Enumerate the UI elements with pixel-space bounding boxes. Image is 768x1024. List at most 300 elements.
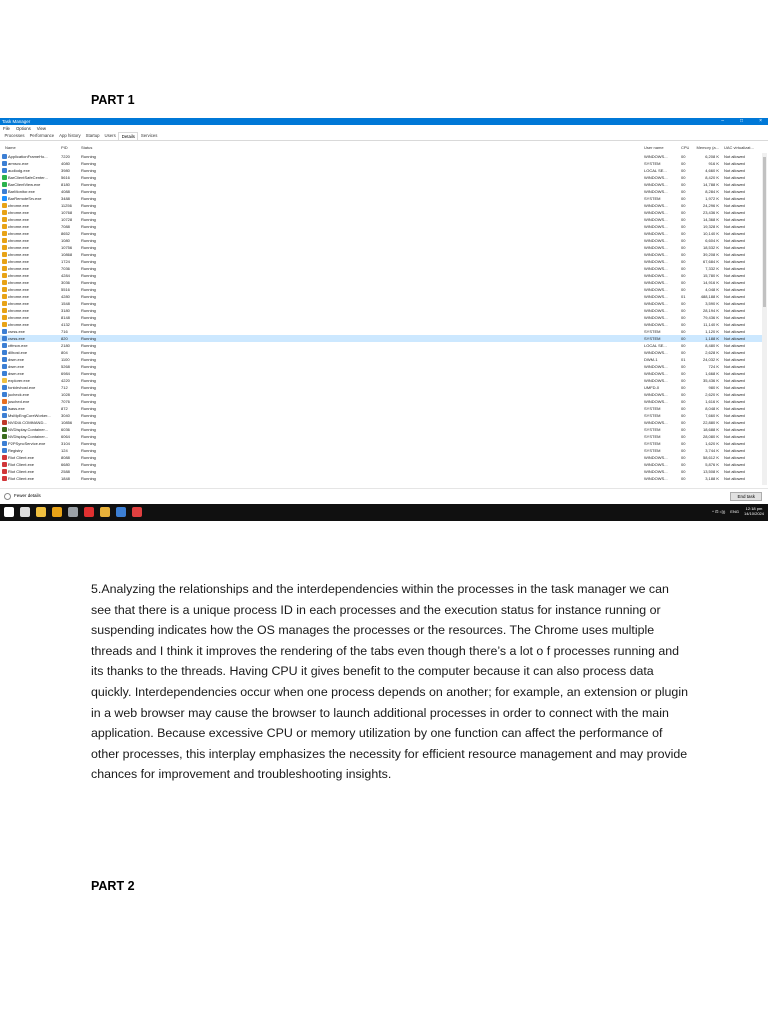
process-memory: 14,788 K: [702, 182, 719, 187]
process-memory: 7,660 K: [705, 413, 719, 418]
column-memory[interactable]: Memory (a...: [696, 145, 719, 150]
process-status: Running: [81, 413, 96, 418]
table-row[interactable]: [0, 230, 762, 237]
process-status: Running: [81, 154, 96, 159]
process-uac: Not allowed: [724, 357, 745, 362]
process-pid: 5268: [61, 364, 70, 369]
process-uac: Not allowed: [724, 224, 745, 229]
process-user: WINDOWS...: [644, 259, 668, 264]
process-name: chrome.exe: [8, 224, 29, 229]
process-uac: Not allowed: [724, 427, 745, 432]
process-pid: 712: [61, 385, 68, 390]
process-user: WINDOWS...: [644, 175, 668, 180]
table-row[interactable]: [0, 244, 762, 251]
table-row[interactable]: [0, 265, 762, 272]
process-user: SYSTEM: [644, 427, 661, 432]
process-name: BarMonitor.exe: [8, 189, 35, 194]
process-pid: 6064: [61, 434, 70, 439]
process-memory: 22,880 K: [702, 420, 719, 425]
process-name: P2PSyncService.exe: [8, 441, 46, 446]
column-cpu[interactable]: CPU: [681, 145, 689, 150]
process-name: lsass.exe: [8, 406, 25, 411]
table-row[interactable]: [0, 377, 762, 384]
process-uac: Not allowed: [724, 378, 745, 383]
column-user-name[interactable]: User name: [644, 145, 664, 150]
process-status: Running: [81, 301, 96, 306]
process-icon: [2, 336, 7, 341]
process-status: Running: [81, 427, 96, 432]
process-icon: [2, 420, 7, 425]
process-uac: Not allowed: [724, 210, 745, 215]
tab-bar: [0, 132, 768, 141]
process-name: dwm.exe: [8, 357, 25, 362]
process-uac: Not allowed: [724, 476, 745, 481]
table-row[interactable]: [0, 419, 762, 426]
media-icon[interactable]: [132, 507, 142, 517]
process-memory: 8,420 K: [705, 175, 719, 180]
process-status: Running: [81, 210, 96, 215]
table-row[interactable]: [0, 370, 762, 377]
process-memory: 28,080 K: [702, 434, 719, 439]
table-row[interactable]: [0, 384, 762, 391]
process-pid: 6036: [61, 427, 70, 432]
clock[interactable]: [744, 506, 764, 516]
process-cpu: 00: [681, 455, 686, 460]
start-icon[interactable]: [4, 507, 14, 517]
process-memory: 28,194 K: [702, 308, 719, 313]
process-memory: 8,048 K: [705, 406, 719, 411]
process-user: WINDOWS...: [644, 301, 668, 306]
process-user: SYSTEM: [644, 441, 661, 446]
process-uac: Not allowed: [724, 231, 745, 236]
process-pid: 7076: [61, 399, 70, 404]
process-memory: 3,590 K: [705, 301, 719, 306]
process-uac: Not allowed: [724, 245, 745, 250]
game-icon[interactable]: [100, 507, 110, 517]
process-pid: 1100: [61, 357, 70, 362]
table-row[interactable]: [0, 258, 762, 265]
process-name: Riot Client.exe: [8, 455, 35, 460]
table-row[interactable]: [0, 237, 762, 244]
table-row[interactable]: [0, 335, 762, 342]
process-uac: Not allowed: [724, 301, 745, 306]
table-row[interactable]: [0, 363, 762, 370]
app-icon[interactable]: [68, 507, 78, 517]
process-user: WINDOWS...: [644, 238, 668, 243]
process-cpu: 00: [681, 448, 686, 453]
table-row[interactable]: [0, 433, 762, 440]
process-pid: 4284: [61, 273, 70, 278]
process-status: Running: [81, 203, 96, 208]
process-cpu: 00: [681, 252, 686, 257]
process-icon: [2, 476, 7, 481]
table-row[interactable]: [0, 167, 762, 174]
process-icon: [2, 210, 7, 215]
process-uac: Not allowed: [724, 154, 745, 159]
process-uac: Not allowed: [724, 462, 745, 467]
process-user: WINDOWS...: [644, 252, 668, 257]
windows-taskbar: [0, 504, 768, 521]
process-cpu: 00: [681, 420, 686, 425]
process-pid: 3180: [61, 308, 70, 313]
process-status: Running: [81, 448, 96, 453]
process-memory: 8,284 K: [705, 189, 719, 194]
process-uac: Not allowed: [724, 406, 745, 411]
process-name: explorer.exe: [8, 378, 30, 383]
table-row[interactable]: [0, 209, 762, 216]
process-status: Running: [81, 224, 96, 229]
process-user: WINDOWS...: [644, 350, 668, 355]
table-row[interactable]: [0, 216, 762, 223]
process-user: WINDOWS...: [644, 462, 668, 467]
process-uac: Not allowed: [724, 196, 745, 201]
process-memory: 23,436 K: [702, 210, 719, 215]
process-user: WINDOWS...: [644, 273, 668, 278]
process-memory: 3,188 K: [705, 476, 719, 481]
process-status: Running: [81, 196, 96, 201]
process-uac: Not allowed: [724, 434, 745, 439]
process-status: Running: [81, 161, 96, 166]
process-memory: 58,612 K: [702, 455, 719, 460]
process-memory: 6,208 K: [705, 154, 719, 159]
table-row[interactable]: [0, 300, 762, 307]
process-icon: [2, 469, 7, 474]
tab-details[interactable]: Details: [118, 132, 138, 140]
column-uac[interactable]: UAC virtualizat...: [724, 145, 754, 150]
clock-date: 14/10/2024: [743, 511, 764, 516]
process-name: dllhost.exe: [8, 350, 28, 355]
process-status: Running: [81, 182, 96, 187]
minimize-button[interactable]: –: [721, 118, 725, 124]
table-row[interactable]: [0, 188, 762, 195]
process-name: chrome.exe: [8, 203, 29, 208]
tab-performance[interactable]: Performance: [29, 133, 55, 138]
process-memory: 3,744 K: [705, 448, 719, 453]
process-uac: Not allowed: [724, 189, 745, 194]
process-pid: 3488: [61, 196, 70, 201]
process-uac: Not allowed: [724, 385, 745, 390]
process-pid: 4080: [61, 161, 70, 166]
process-status: Running: [81, 280, 96, 285]
tab-startup[interactable]: Startup: [85, 133, 100, 138]
table-row[interactable]: [0, 307, 762, 314]
process-name: jusched.exe: [8, 399, 30, 404]
tab-users[interactable]: Users: [104, 133, 116, 138]
process-status: Running: [81, 371, 96, 376]
process-uac: Not allowed: [724, 168, 745, 173]
process-name: chrome.exe: [8, 266, 29, 271]
process-cpu: 00: [681, 343, 686, 348]
process-name: chrome.exe: [8, 217, 29, 222]
process-icon: [2, 378, 7, 383]
process-pid: 820: [61, 336, 68, 341]
table-row[interactable]: [0, 286, 762, 293]
process-cpu: 00: [681, 210, 686, 215]
process-user: WINDOWS...: [644, 371, 668, 376]
table-row[interactable]: [0, 251, 762, 258]
process-cpu: 00: [681, 175, 686, 180]
process-icon: [2, 252, 7, 257]
process-status: Running: [81, 245, 96, 250]
process-uac: Not allowed: [724, 371, 745, 376]
process-uac: Not allowed: [724, 259, 745, 264]
process-memory: 19,328 K: [702, 224, 719, 229]
end-task-button[interactable]: End task: [730, 492, 762, 501]
maximize-button[interactable]: □: [740, 118, 744, 124]
table-row[interactable]: [0, 391, 762, 398]
process-icon: [2, 392, 7, 397]
task-manager-footer: [0, 488, 768, 503]
process-icon: [2, 161, 7, 166]
process-uac: Not allowed: [724, 336, 745, 341]
close-button[interactable]: ×: [759, 118, 762, 124]
fewer-details-label: Fewer details: [14, 493, 41, 498]
table-row[interactable]: [0, 202, 762, 209]
file-explorer-icon[interactable]: [36, 507, 46, 517]
table-row[interactable]: [0, 272, 762, 279]
process-icon: [2, 308, 7, 313]
process-icon: [2, 357, 7, 362]
table-row[interactable]: [0, 405, 762, 412]
menu-file[interactable]: File: [3, 126, 10, 131]
process-user: WINDOWS...: [644, 154, 668, 159]
table-row[interactable]: [0, 279, 762, 286]
process-uac: Not allowed: [724, 203, 745, 208]
process-name: chrome.exe: [8, 259, 29, 264]
process-pid: 4088: [61, 189, 70, 194]
table-row[interactable]: [0, 468, 762, 475]
fewer-details-link[interactable]: [4, 489, 41, 503]
process-uac: Not allowed: [724, 322, 745, 327]
table-row[interactable]: [0, 328, 762, 335]
process-memory: 15,780 K: [702, 273, 719, 278]
clock-time: 12:18 pm: [745, 506, 763, 511]
process-uac: Not allowed: [724, 469, 745, 474]
table-row[interactable]: [0, 447, 762, 454]
process-cpu: 00: [681, 231, 686, 236]
tab-app-history[interactable]: App history: [59, 133, 81, 138]
process-pid: 7220: [61, 154, 70, 159]
table-row[interactable]: [0, 454, 762, 461]
table-row[interactable]: [0, 475, 762, 482]
process-memory: 79,436 K: [702, 315, 719, 320]
process-list: [0, 153, 762, 485]
process-uac: Not allowed: [724, 448, 745, 453]
process-icon: [2, 448, 7, 453]
process-cpu: 00: [681, 161, 686, 166]
process-name: chrome.exe: [8, 294, 29, 299]
menu-bar: [0, 125, 768, 132]
table-row[interactable]: [0, 223, 762, 230]
menu-view[interactable]: View: [36, 126, 46, 131]
process-user: WINDOWS...: [644, 189, 668, 194]
process-cpu: 00: [681, 168, 686, 173]
red-app-icon[interactable]: [84, 507, 94, 517]
table-row[interactable]: [0, 349, 762, 356]
table-row[interactable]: [0, 426, 762, 433]
process-status: Running: [81, 357, 96, 362]
table-row[interactable]: [0, 321, 762, 328]
process-memory: 5,876 K: [705, 462, 719, 467]
table-row[interactable]: [0, 398, 762, 405]
process-cpu: 00: [681, 371, 686, 376]
process-pid: 8148: [61, 315, 70, 320]
process-status: Running: [81, 343, 96, 348]
table-row[interactable]: [0, 461, 762, 468]
process-uac: Not allowed: [724, 182, 745, 187]
process-icon: [2, 280, 7, 285]
process-cpu: 00: [681, 469, 686, 474]
process-name: jucheck.exe: [8, 392, 30, 397]
process-uac: Not allowed: [724, 441, 745, 446]
process-cpu: 00: [681, 322, 686, 327]
process-status: Running: [81, 189, 96, 194]
process-user: SYSTEM: [644, 329, 661, 334]
tray-icons[interactable]: ^ ⊡ ◁)): [712, 508, 726, 514]
process-icon: [2, 371, 7, 376]
process-name: NVIDIA COMMAND...: [8, 420, 47, 425]
process-cpu: 00: [681, 413, 686, 418]
process-status: Running: [81, 329, 96, 334]
process-memory: 1,616 K: [705, 399, 719, 404]
column-pid[interactable]: PID: [61, 145, 68, 150]
table-row[interactable]: [0, 195, 762, 202]
process-cpu: 01: [681, 357, 686, 362]
process-memory: 488,188 K: [700, 294, 719, 299]
column-name[interactable]: Name: [5, 145, 16, 150]
process-user: SYSTEM: [644, 413, 661, 418]
language-indicator[interactable]: ENG: [730, 508, 739, 514]
process-pid: 3104: [61, 441, 70, 446]
process-memory: 4,048 K: [705, 287, 719, 292]
process-user: WINDOWS...: [644, 308, 668, 313]
process-name: ctfmon.exe: [8, 343, 28, 348]
process-user: WINDOWS...: [644, 266, 668, 271]
table-row[interactable]: [0, 314, 762, 321]
table-row[interactable]: [0, 342, 762, 349]
process-pid: 10856: [61, 420, 73, 425]
process-memory: 7,332 K: [705, 266, 719, 271]
process-icon: [2, 315, 7, 320]
scrollbar-thumb[interactable]: [763, 157, 766, 307]
process-name: Registry: [8, 448, 23, 453]
process-memory: 4,660 K: [705, 168, 719, 173]
process-user: DWM-1: [644, 357, 658, 362]
process-cpu: 00: [681, 329, 686, 334]
process-user: SYSTEM: [644, 161, 661, 166]
menu-options[interactable]: Options: [15, 126, 31, 131]
process-memory: 1,668 K: [705, 371, 719, 376]
table-row[interactable]: [0, 356, 762, 363]
process-name: chrome.exe: [8, 301, 29, 306]
process-icon: [2, 441, 7, 446]
process-uac: Not allowed: [724, 329, 745, 334]
process-pid: 11256: [61, 203, 72, 208]
process-name: BarClientView.exe: [8, 182, 41, 187]
process-name: chrome.exe: [8, 238, 29, 243]
process-icon: [2, 175, 7, 180]
process-cpu: 00: [681, 217, 686, 222]
process-name: audiodg.exe: [8, 168, 30, 173]
process-user: WINDOWS...: [644, 217, 668, 222]
table-row[interactable]: [0, 160, 762, 167]
process-status: Running: [81, 294, 96, 299]
process-name: ApplicationFrameHo...: [8, 154, 48, 159]
process-memory: 2,628 K: [705, 350, 719, 355]
process-user: WINDOWS...: [644, 210, 668, 215]
process-cpu: 00: [681, 238, 686, 243]
process-uac: Not allowed: [724, 420, 745, 425]
table-row[interactable]: [0, 174, 762, 181]
table-row[interactable]: [0, 412, 762, 419]
process-icon: [2, 343, 7, 348]
process-pid: 7088: [61, 224, 70, 229]
process-icon: [2, 329, 7, 334]
process-icon: [2, 238, 7, 243]
scrollbar[interactable]: [762, 153, 767, 485]
process-status: Running: [81, 378, 96, 383]
table-row[interactable]: [0, 293, 762, 300]
process-memory: 39,208 K: [702, 252, 719, 257]
process-icon: [2, 434, 7, 439]
process-uac: Not allowed: [724, 238, 745, 243]
column-status[interactable]: Status: [81, 145, 93, 150]
table-row[interactable]: [0, 440, 762, 447]
process-pid: 10756: [61, 245, 73, 250]
process-cpu: 00: [681, 399, 686, 404]
process-pid: 3980: [61, 168, 70, 173]
chrome-icon[interactable]: [52, 507, 62, 517]
process-name: Riot Client.exe: [8, 476, 35, 481]
process-status: Running: [81, 259, 96, 264]
process-uac: Not allowed: [724, 217, 745, 222]
process-cpu: 00: [681, 266, 686, 271]
process-pid: 1848: [61, 476, 70, 481]
table-row[interactable]: [0, 181, 762, 188]
task-manager-icon[interactable]: [116, 507, 126, 517]
process-user: WINDOWS...: [644, 322, 668, 327]
process-memory: 724 K: [708, 364, 719, 369]
process-memory: 980 K: [708, 385, 719, 390]
process-user: SYSTEM: [644, 448, 661, 453]
process-status: Running: [81, 266, 96, 271]
process-name: chrome.exe: [8, 210, 29, 215]
task-manager-titlebar: [0, 118, 768, 125]
process-icon: [2, 462, 7, 467]
process-user: WINDOWS...: [644, 455, 668, 460]
task-view-icon[interactable]: [20, 507, 30, 517]
part1-heading: PART 1: [91, 93, 135, 107]
tab-services[interactable]: Services: [140, 133, 158, 138]
process-pid: 7036: [61, 266, 70, 271]
process-name: chrome.exe: [8, 315, 29, 320]
table-row[interactable]: [0, 153, 762, 160]
process-pid: 6984: [61, 371, 70, 376]
tab-processes[interactable]: Processes: [4, 133, 25, 138]
process-icon: [2, 259, 7, 264]
process-pid: 4280: [61, 294, 70, 299]
process-icon: [2, 273, 7, 278]
process-memory: 1,188 K: [705, 336, 719, 341]
process-user: SYSTEM: [644, 406, 661, 411]
process-name: chrome.exe: [8, 308, 29, 313]
process-name: chrome.exe: [8, 287, 29, 292]
process-cpu: 00: [681, 315, 686, 320]
process-cpu: 00: [681, 154, 686, 159]
process-memory: 18,532 K: [702, 245, 719, 250]
process-pid: 4132: [61, 322, 70, 327]
process-status: Running: [81, 364, 96, 369]
